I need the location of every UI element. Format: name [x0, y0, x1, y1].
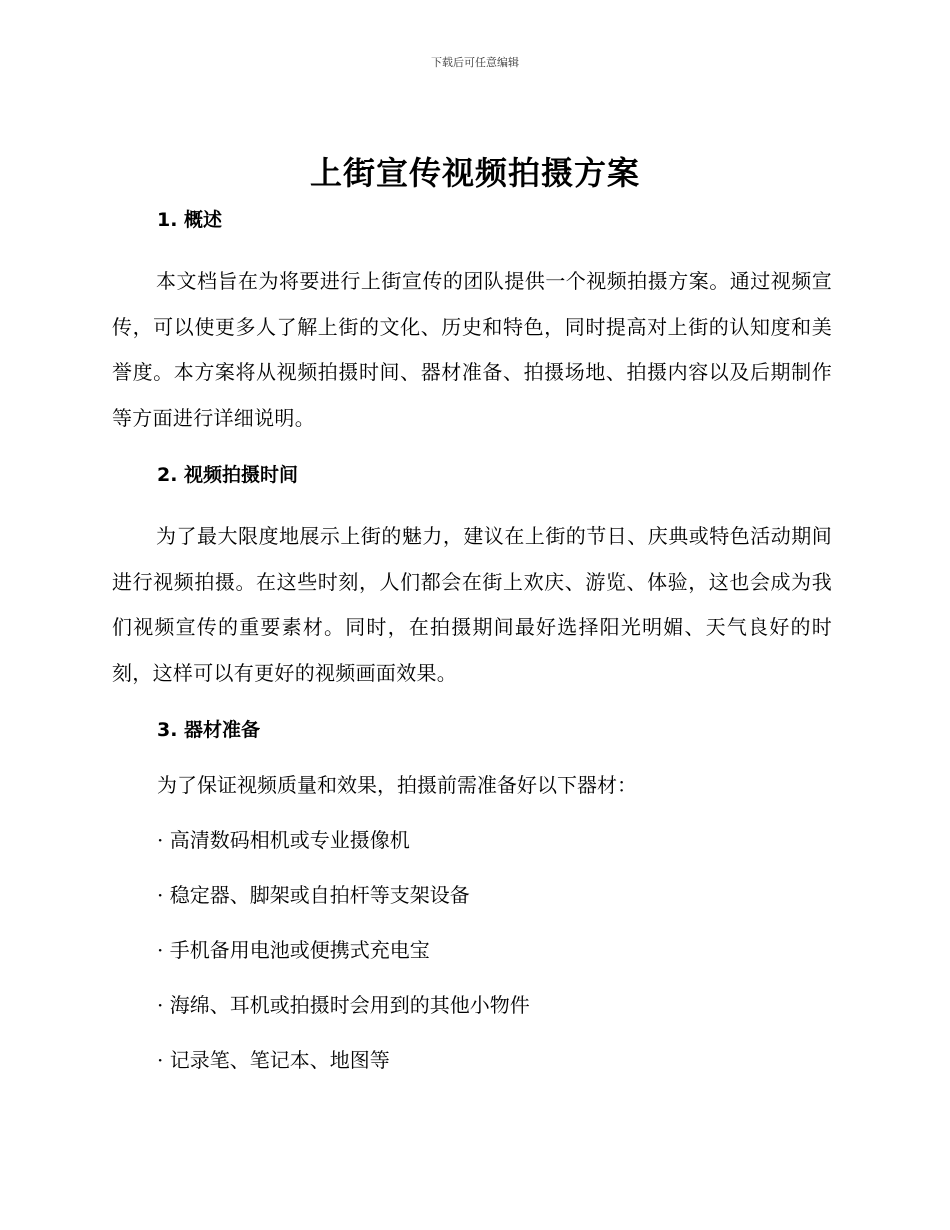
equipment-list-item: · 手机备用电池或便携式充电宝: [157, 938, 430, 962]
section-heading-shooting-time: 2. 视频拍摄时间: [157, 464, 299, 486]
section-heading-equipment: 3. 器材准备: [157, 719, 261, 741]
overview-paragraph: 本文档旨在为将要进行上街宣传的团队提供一个视频拍摄方案。通过视频宣传，可以使更多人了解上街的文化、历史和特色，同时提高对上街的认知度和美誉度。本方案将从视频拍摄时间、器材准备、拍摄场地、拍摄内容以及后期制作等方面进行详细说明。: [112, 269, 832, 430]
header-note: 下载后可任意编辑: [431, 56, 519, 69]
equipment-list-item: · 记录笔、笔记本、地图等: [157, 1048, 390, 1072]
document-body: [112, 204, 832, 1076]
equipment-list-item: · 海绵、耳机或拍摄时会用到的其他小物件: [157, 993, 530, 1017]
equipment-list-item: · 高清数码相机或专业摄像机: [157, 828, 410, 852]
equipment-intro: 为了保证视频质量和效果，拍摄前需准备好以下器材：: [157, 773, 637, 797]
section-heading-overview: 1. 概述: [157, 209, 223, 231]
document-title: 上街宣传视频拍摄方案: [309, 154, 640, 192]
shooting-time-paragraph: 为了最大限度地展示上街的魅力，建议在上街的节日、庆典或特色活动期间进行视频拍摄。在这些时刻，人们都会在街上欢庆、游览、体验，这也会成为我们视频宣传的重要素材。同时，在拍摄期间最好选择阳光明媚、天气良好的时刻，这样可以有更好的视频画面效果。: [112, 524, 832, 685]
equipment-list-item: · 稳定器、脚架或自拍杆等支架设备: [157, 883, 470, 907]
